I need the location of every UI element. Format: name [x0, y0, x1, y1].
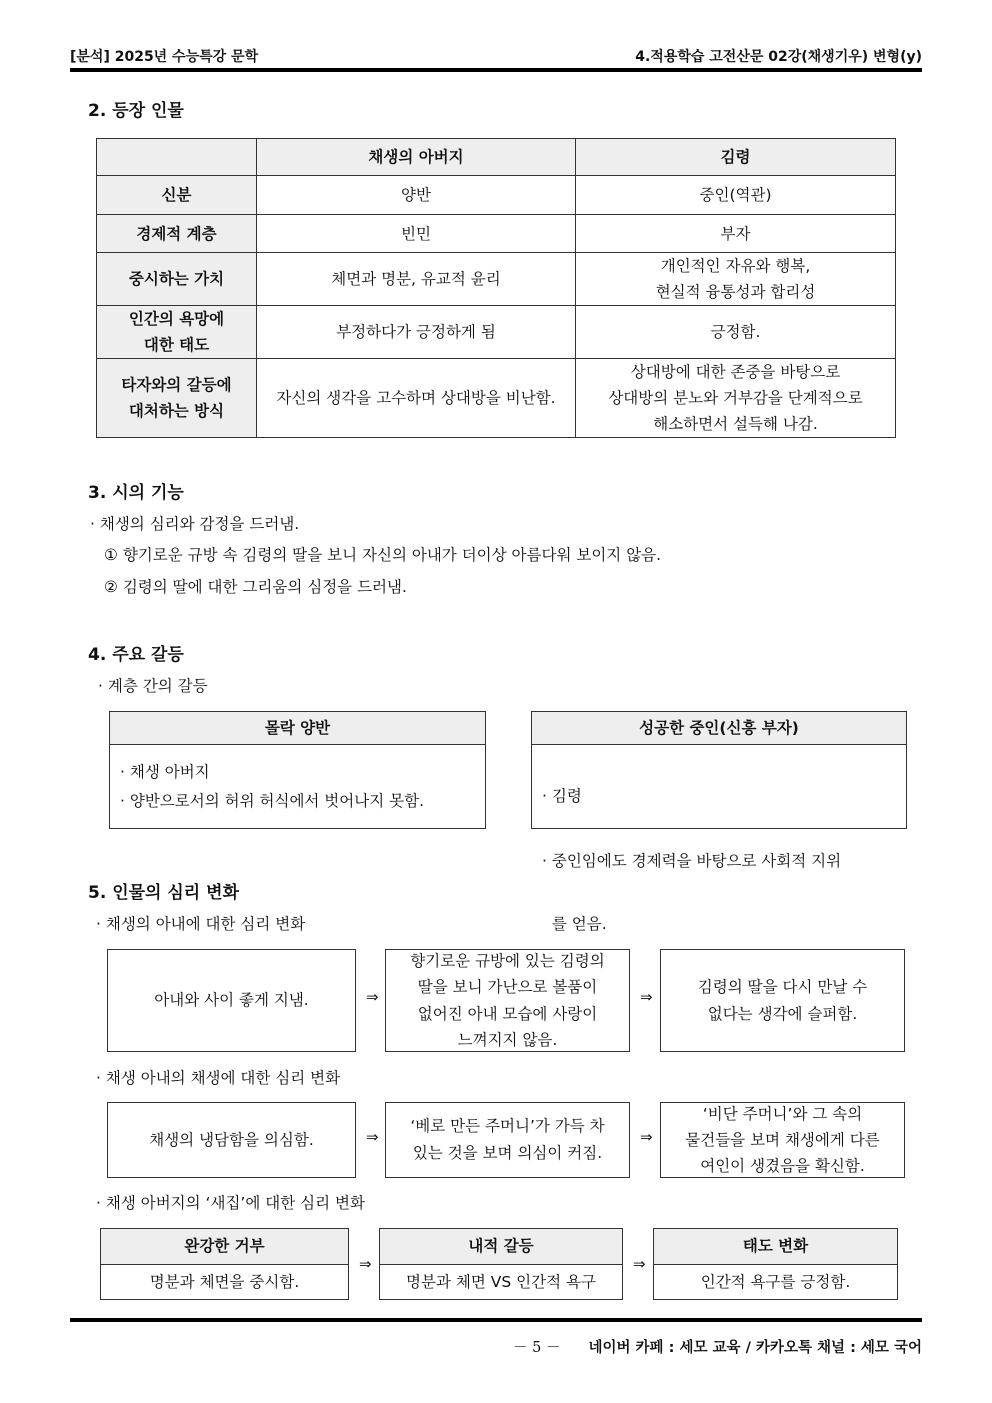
- kimryeong-cell: [576, 176, 896, 215]
- row-label: [97, 306, 257, 359]
- table-row: [97, 253, 896, 306]
- header-right-title: 4.적용학습 고전산문 02강(채생기우) 변형(y): [635, 49, 922, 65]
- father-cell: [257, 215, 576, 253]
- flow-line: 채생의 냉담함을 의심함.: [149, 1130, 314, 1149]
- conflict-box-header: 몰락 양반: [110, 712, 485, 745]
- attitude-box-header: 태도 변화: [654, 1229, 897, 1265]
- arrow-icon: ⇒: [640, 988, 653, 1006]
- section-3-bullet: · 채생의 심리와 감정을 드러냄.: [90, 515, 300, 533]
- flow-line: ‘베로 만든 주머니’가 가득 차: [410, 1117, 605, 1135]
- conflict-box-header: 성공한 중인(신흥 부자): [532, 712, 906, 745]
- poem-function-item: ② 김령의 딸에 대한 그리움의 심정을 드러냄.: [104, 578, 407, 596]
- kimryeong-cell: [576, 215, 896, 253]
- arrow-icon: ⇒: [359, 1255, 372, 1273]
- row-label: [97, 253, 257, 306]
- cell-line: 긍정함.: [710, 323, 761, 341]
- section-5-title: 5. 인물의 심리 변화: [88, 883, 239, 903]
- cell-line: 양반: [401, 186, 431, 204]
- page-footer: [513, 1336, 922, 1357]
- flow-line: 아내와 사이 좋게 지냄.: [154, 991, 309, 1009]
- attitude-box-change: [653, 1228, 898, 1300]
- kimryeong-cell: [576, 359, 896, 438]
- cell-line: 현실적 융통성과 합리성: [655, 283, 816, 301]
- flow-line: 느껴지지 않음.: [457, 1031, 558, 1049]
- row-label-line: 신분: [161, 186, 192, 204]
- cell-line: 체면과 명분, 유교적 윤리: [331, 270, 501, 288]
- conflict-line: · 채생 아버지: [120, 763, 210, 781]
- father-cell: [257, 253, 576, 306]
- row-label-line: 대처하는 방식: [128, 402, 225, 420]
- page-number: － 5 －: [513, 1340, 561, 1356]
- column-header-kimryeong: 김령: [576, 139, 896, 176]
- arrow-icon: ⇒: [366, 1128, 379, 1146]
- attitude-box-refusal: [100, 1228, 349, 1300]
- father-cell: [257, 306, 576, 359]
- row-label: [97, 176, 257, 215]
- row-label: [97, 359, 257, 438]
- cell-line: 빈민: [401, 224, 431, 243]
- section-2-title: 2. 등장 인물: [88, 101, 184, 121]
- table-row: [97, 306, 896, 359]
- arrow-icon: ⇒: [640, 1128, 653, 1146]
- flow-1-step-1: [107, 949, 356, 1052]
- row-label-line: 경제적 계층: [136, 224, 217, 243]
- cell-line: 개인적인 자유와 행복,: [660, 257, 811, 275]
- flow-line: ‘비단 주머니’와 그 속의: [702, 1105, 863, 1123]
- section-4-title: 4. 주요 갈등: [88, 645, 184, 665]
- character-table: [96, 138, 896, 438]
- row-label-line: 타자와의 갈등에: [121, 376, 232, 394]
- arrow-icon: ⇒: [366, 988, 379, 1006]
- flow-3-bullet: · 채생 아버지의 ‘새집’에 대한 심리 변화: [96, 1194, 365, 1212]
- cell-line: 중인(역관): [699, 186, 772, 204]
- table-row: [97, 176, 896, 215]
- cell-line: 상대방의 분노와 거부감을 단계적으로: [608, 389, 863, 407]
- row-label-line: 인간의 욕망에: [128, 310, 225, 328]
- attitude-box-body: 명분과 체면 VS 인간적 욕구: [406, 1273, 596, 1291]
- header-rule: [70, 68, 922, 72]
- attitude-box-body: 인간적 욕구를 긍정함.: [700, 1273, 851, 1291]
- row-label-line: 중시하는 가치: [128, 270, 225, 288]
- cell-line: 해소하면서 설득해 나감.: [653, 415, 818, 433]
- flow-2-bullet: · 채생 아내의 채생에 대한 심리 변화: [96, 1069, 341, 1087]
- conflict-line: 를 얻음.: [542, 915, 607, 933]
- table-header-row: [97, 139, 896, 176]
- flow-line: 김령의 딸을 다시 만날 수: [697, 977, 868, 996]
- father-cell: [257, 359, 576, 438]
- attitude-box-conflict: [379, 1228, 623, 1300]
- header-left-title: [분석] 2025년 수능특강 문학: [70, 49, 259, 65]
- footer-channel-text: 네이버 카페 : 세모 교육 / 카카오톡 채널 : 세모 국어: [588, 1340, 922, 1356]
- flow-line: 물건들을 보며 채생에게 다른: [685, 1131, 880, 1149]
- attitude-box-header: 내적 갈등: [380, 1229, 622, 1265]
- arrow-icon: ⇒: [633, 1255, 646, 1273]
- poem-function-item: ① 향기로운 규방 속 김령의 딸을 보니 자신의 아내가 더이상 아름다워 보이지 않음.: [104, 546, 662, 564]
- table-corner-cell: [97, 139, 257, 176]
- attitude-box-header: 완강한 거부: [101, 1229, 348, 1265]
- row-label: [97, 215, 257, 253]
- flow-line: 있는 것을 보며 의심이 커짐.: [412, 1144, 603, 1162]
- conflict-line: · 김령: [542, 787, 582, 805]
- flow-line: 없어진 아내 모습에 사랑이: [417, 1004, 598, 1023]
- cell-line: 부자: [720, 224, 751, 243]
- cell-line: 부정하다가 긍정하게 됨: [336, 323, 496, 341]
- table-row: [97, 359, 896, 438]
- attitude-box-body: 명분과 체면을 중시함.: [149, 1273, 300, 1291]
- column-header-father: 채생의 아버지: [257, 139, 576, 176]
- flow-2-step-3: [660, 1102, 905, 1178]
- section-3-title: 3. 시의 기능: [88, 483, 184, 503]
- footer-rule: [70, 1318, 922, 1322]
- flow-2-step-1: [107, 1102, 356, 1178]
- section-4-bullet: · 계층 간의 갈등: [98, 677, 208, 695]
- flow-2-step-2: [385, 1102, 630, 1178]
- conflict-box-rising-jungin: [531, 711, 907, 933]
- flow-1-step-2: [385, 949, 630, 1052]
- kimryeong-cell: [576, 306, 896, 359]
- flow-line: 딸을 보니 가난으로 볼품이: [417, 978, 598, 996]
- table-row: [97, 215, 896, 253]
- cell-line: 자신의 생각을 고수하며 상대방을 비난함.: [276, 389, 556, 407]
- cell-line: 상대방에 대한 존중을 바탕으로: [630, 363, 841, 381]
- conflict-box-body: [532, 745, 906, 971]
- conflict-line: · 중인임에도 경제력을 바탕으로 사회적 지위: [542, 852, 842, 870]
- conflict-box-fallen-yangban: [109, 711, 486, 829]
- flow-line: 향기로운 규방에 있는 김령의: [410, 951, 605, 970]
- conflict-line: · 양반으로서의 허위 허식에서 벗어나지 못함.: [120, 792, 425, 810]
- flow-line: 없다는 생각에 슬퍼함.: [707, 1004, 858, 1023]
- flow-line: 여인이 생겼음을 확신함.: [700, 1157, 865, 1175]
- flow-1-bullet: · 채생의 아내에 대한 심리 변화: [96, 915, 306, 933]
- father-cell: [257, 176, 576, 215]
- page-header: [70, 44, 922, 70]
- conflict-box-body: [110, 745, 485, 816]
- flow-1-step-3: [660, 949, 905, 1052]
- kimryeong-cell: [576, 253, 896, 306]
- row-label-line: 대한 태도: [143, 336, 210, 354]
